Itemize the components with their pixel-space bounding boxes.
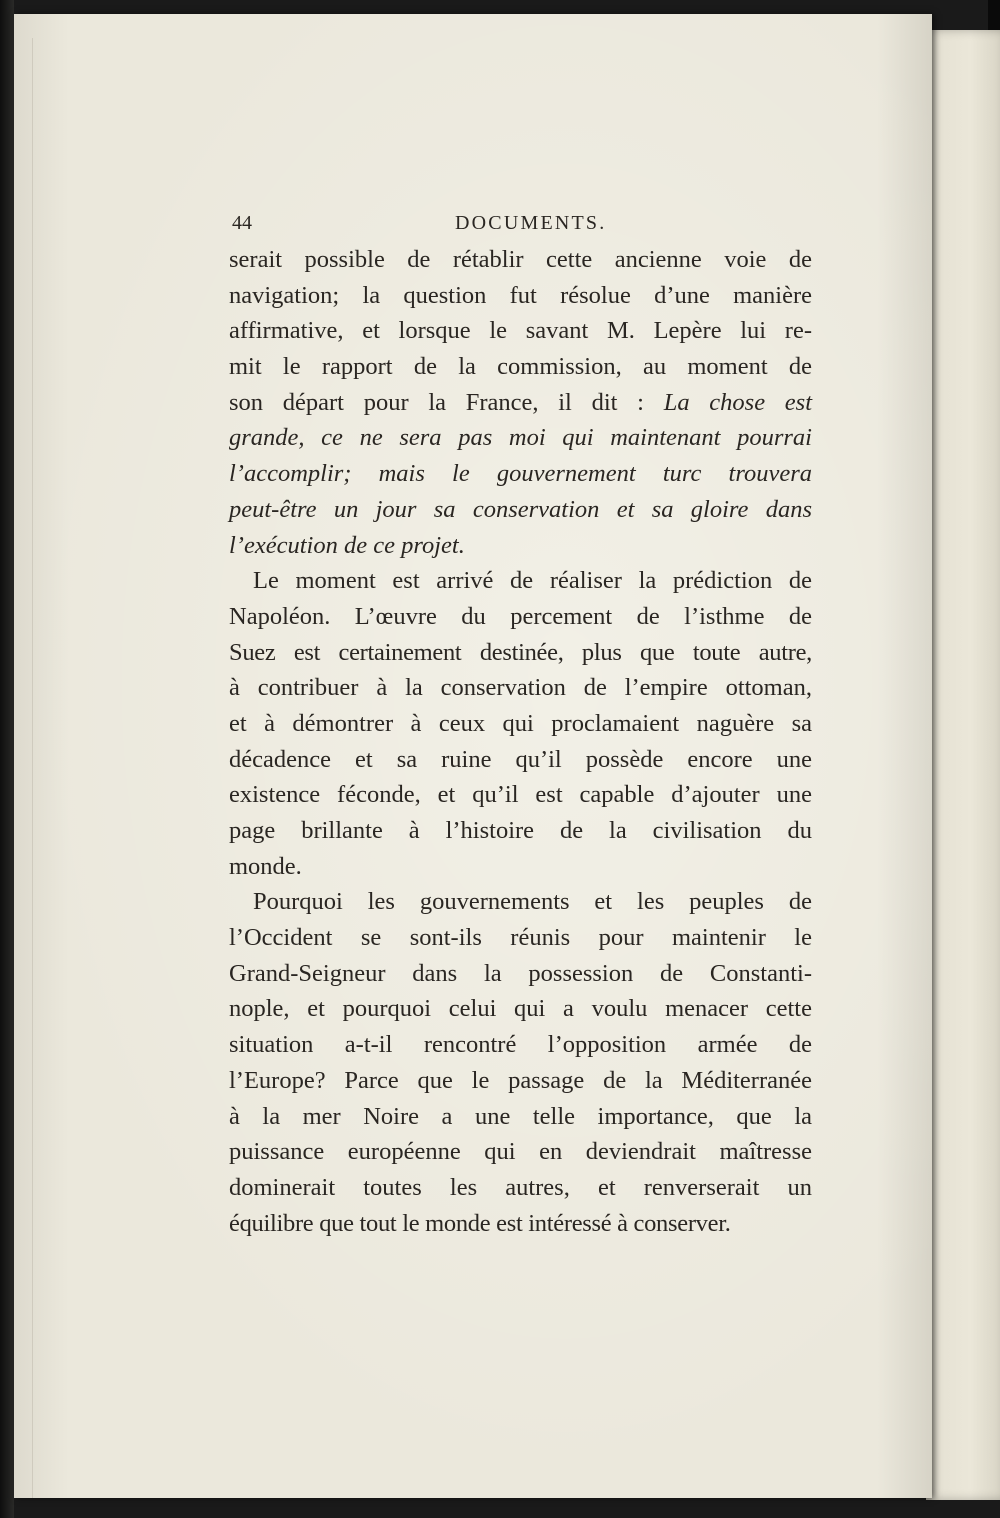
text-line: l’Occident se sont-ils réunis pour maintenir le	[229, 924, 812, 952]
text-line: Napoléon. L’œuvre du percement de l’isthme de	[229, 602, 812, 630]
quote-start: La chose est	[663, 388, 813, 416]
quote-line: l’accomplir; mais le gouvernement turc trouvera	[229, 460, 812, 488]
text-line: serait possible de rétablir cette ancienne voie de	[229, 246, 812, 273]
text-line: navigation; la question fut résolue d’une manière	[229, 281, 812, 309]
text-line: nople, et pourquoi celui qui a voulu menacer cette	[229, 995, 812, 1023]
text-line: Grand-Seigneur dans la possession de Constanti-	[229, 959, 812, 987]
running-head: DOCUMENTS.	[455, 212, 607, 234]
text-segment: son départ pour la France, il dit :	[229, 388, 664, 416]
adjacent-page-edge	[926, 30, 1000, 1500]
text-line: Pourquoi les gouvernements et les peuples de	[253, 888, 812, 916]
text-line: à la mer Noire a une telle importance, que la	[229, 1102, 812, 1130]
text-line: existence féconde, et qu’il est capable d’ajouter une	[229, 781, 812, 809]
page-number: 44	[232, 212, 252, 234]
quote-line: peut-être un jour sa conservation et sa gloire dans	[229, 495, 812, 523]
text-line: décadence et sa ruine qu’il possède encore une	[229, 745, 812, 773]
text-line: l’Europe? Parce que le passage de la Méditerranée	[229, 1066, 812, 1094]
text-line-mixed	[229, 385, 812, 421]
page-header	[230, 206, 610, 238]
text-line: situation a-t-il rencontré l’opposition armée de	[229, 1031, 812, 1059]
text-line: puissance européenne qui en deviendrait maîtresse	[229, 1138, 812, 1166]
text-line: page brillante à l’histoire de la civilisation du	[229, 817, 812, 844]
text-line: mit le rapport de la commission, au moment de	[229, 353, 812, 381]
text-line: et à démontrer à ceux qui proclamaient naguère sa	[229, 709, 812, 737]
text-line: à contribuer à la conservation de l’empire ottoman,	[229, 674, 812, 702]
text-line: affirmative, et lorsque le savant M. Lepère lui re-	[229, 317, 812, 345]
text-line: équilibre que tout le monde est intéressé à conserver.	[229, 1209, 731, 1237]
quote-line: grande, ce ne sera pas moi qui maintenant pourrai	[229, 424, 812, 452]
text-line: Suez est certainement destinée, plus que toute autre,	[229, 638, 812, 666]
text-line: Le moment est arrivé de réaliser la prédiction de	[253, 567, 812, 595]
text-line: monde.	[229, 852, 302, 880]
quote-line: l’exécution de ce projet.	[229, 531, 465, 559]
binding-gutter	[0, 0, 14, 1518]
body-text	[229, 242, 812, 1241]
text-line: dominerait toutes les autres, et renverserait un	[229, 1173, 812, 1201]
page-fold-line	[32, 38, 33, 1498]
scan-corner	[988, 0, 1000, 30]
